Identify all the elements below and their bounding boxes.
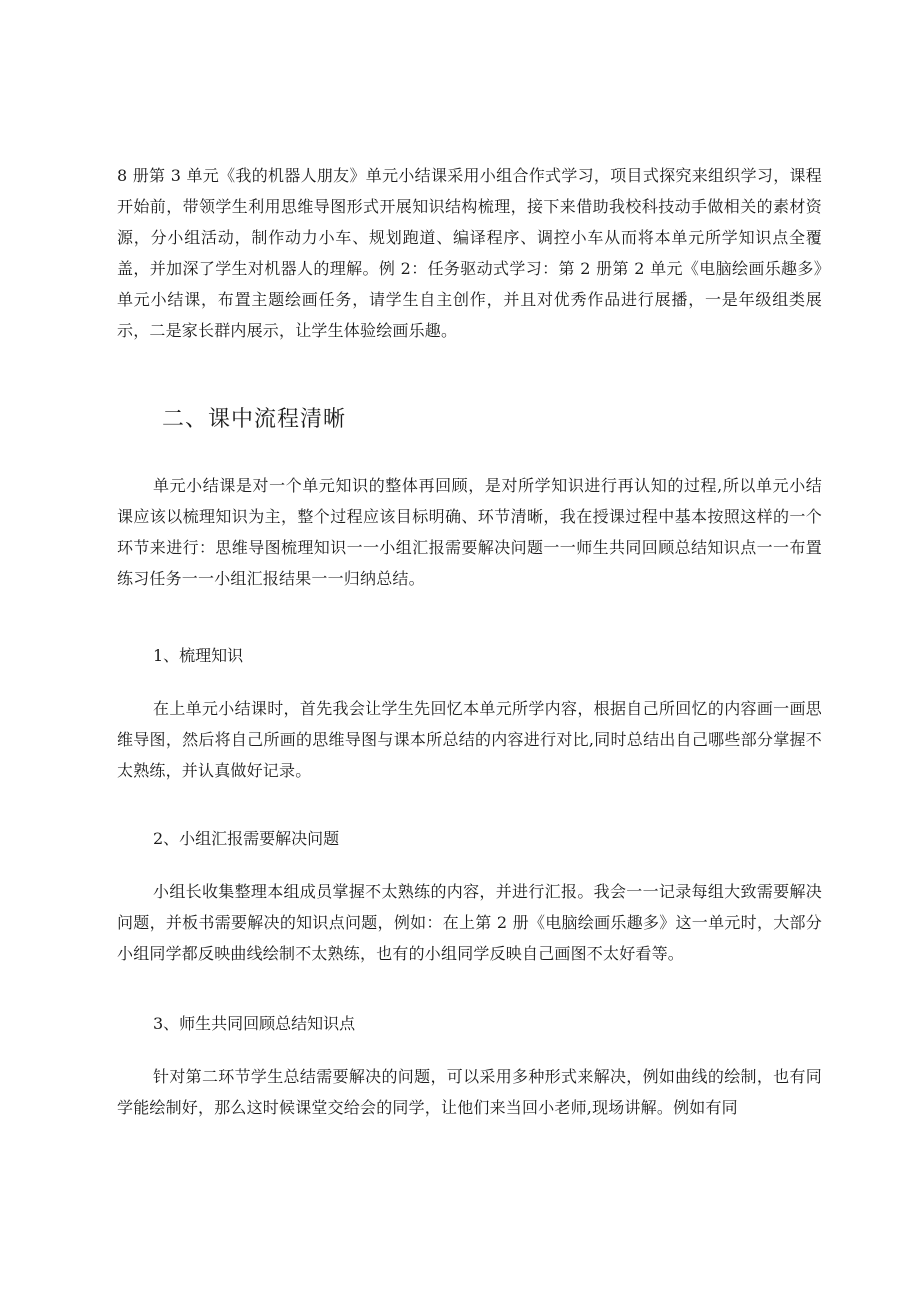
subheading-sort-knowledge: 1、梳理知识 [153, 646, 244, 665]
subheading-review-knowledge: 3、师生共同回顾总结知识点 [153, 1014, 356, 1033]
section-heading: 二、课中流程清晰 [162, 407, 347, 432]
paragraph-sort-knowledge: 在上单元小结课时，首先我会让学生先回忆本单元所学内容，根据自己所回忆的内容画一画思维导图，然后将自己所画的思维导图与课本所总结的内容进行对比,同时总结出自己哪些部分掌握不太熟练，并认真做好记录。 [117, 699, 822, 780]
subheading-group-report: 2、小组汇报需要解决问题 [153, 829, 340, 848]
paragraph-review-knowledge: 针对第二环节学生总结需要解决的问题，可以采用多种形式来解决，例如曲线的绘制，也有同学能绘制好，那么这时候课堂交给会的同学，让他们来当回小老师,现场讲解。例如有同 [117, 1067, 822, 1117]
intro-paragraph: 8 册第 3 单元《我的机器人朋友》单元小结课采用小组合作式学习，项目式探究来组织学习，课程开始前，带领学生利用思维导图形式开展知识结构梳理，接下来借助我校科技动手做相关的素材资源，分小组活动，制作动力小车、规划跑道、编译程序、调控小车从而将本单元所学知识点全覆盖，并加深了学生对机器人的理解。例 2：任务驱动式学习：第 2 册第 2 单元《电脑绘画乐趣多》单元小结课，布置主题绘画任务，请学生自主创作，并且对优秀作品进行展播，一是年级组类展示，二是家长群内展示，让学生体验绘画乐趣。 [117, 166, 822, 340]
section-intro-paragraph: 单元小结课是对一个单元知识的整体再回顾，是对所学知识进行再认知的过程,所以单元小结课应该以梳理知识为主，整个过程应该目标明确、环节清晰，我在授课过程中基本按照这样的一个环节来进行：思维导图梳理知识一一小组汇报需要解决问题一一师生共同回顾总结知识点一一布置练习任务一一小组汇报结果一一归纳总结。 [117, 476, 822, 588]
paragraph-group-report: 小组长收集整理本组成员掌握不太熟练的内容，并进行汇报。我会一一记录每组大致需要解决问题，并板书需要解决的知识点问题，例如：在上第 2 册《电脑绘画乐趣多》这一单元时，大部分小组同学都反映曲线绘制不太熟练，也有的小组同学反映自己画图不太好看等。 [117, 882, 822, 963]
